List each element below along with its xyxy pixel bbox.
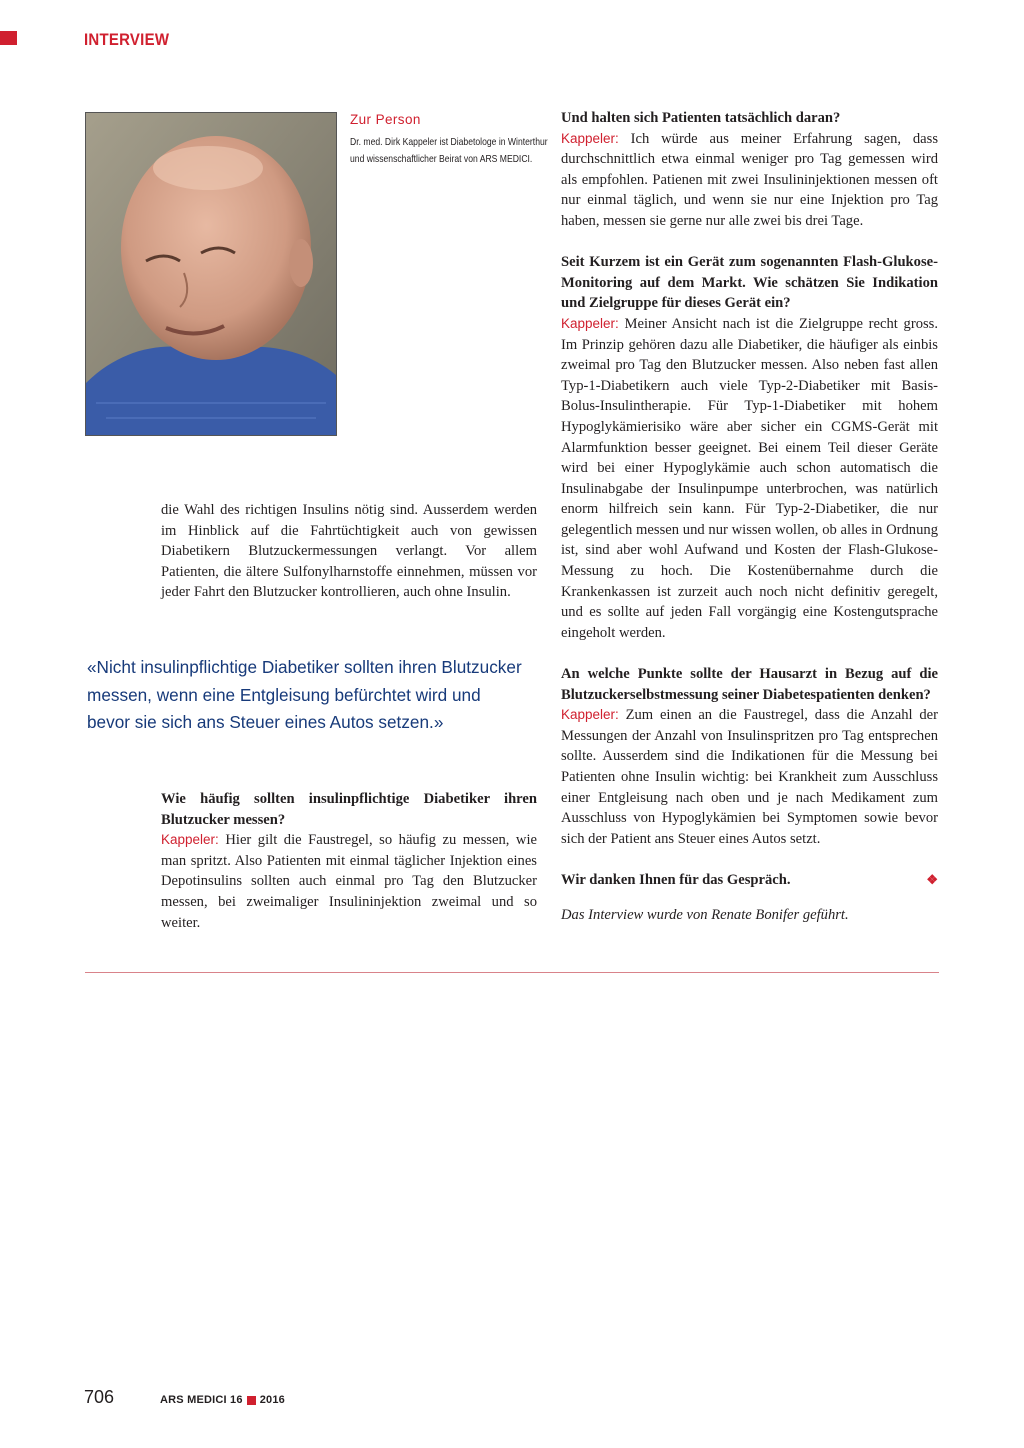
continuation-paragraph: die Wahl des richtigen Insulins nötig sind. Ausserdem werden im Hinblick auf die Fahrtüchtigkeit auch von gewissen Diabetikern Blutzuckermessungen verlangt. Vor allem Patienten, die ältere Sulfonylharnstoffe einnehmen, müssen vor jeder Fahrt den Blutzucker kontrollieren, auch ohne Insulin. [161,502,537,601]
speaker-label: Kappeler: [161,832,219,848]
end-mark-icon: ❖ [926,871,938,887]
answer-2-text: Ich würde aus meiner Erfahrung sagen, dass durchschnittlich etwa einmal weniger pro Tag gemessen wird als empfohlen. Patienen mit zwei Insulininjektionen messen oft nur einmal täglich, und wenn sie nur eine Injektion pro Tag haben, messen sie gerne nur alle zwei bis drei Tage. [561,130,938,229]
answer-3-text: Meiner Ansicht nach ist die Zielgruppe recht gross. Im Prinzip gehören dazu alle Diabetiker, die häufiger als einbis zweimal pro Tag den Blutzucker messen. Also neben fast allen Typ-1-Diabetikern auch viele Typ-2-Diabetiker mit Basis-Bolus-Insulintherapie. Für Typ-1-Diabetiker mit hohem Hypoglykämierisiko wäre aber sicher ein CGMS-Gerät mit Alarmfunktion besser geeignet. Bei einem Teil dieser Geräte wird bei einer Hypoglykämie auch schon automatisch die Insulinabgabe der Insulinpumpe unterbrochen, was natürlich enorm hilfreich sein kann. Für Typ-2-Diabetiker, die nur gelegentlich messen und nur wissen wollen, ob alles in Ordnung ist, sind aber wohl Aufwand und Kosten der Flash-Glukose-Messung zu hoch. Die Kostenübernahme durch die Krankenkassen ist zurzeit auch noch nicht definitiv geregelt, und es sollte auf jeden Fall vorgängig eine Kostengutsprache eingeholt werden. [561,315,939,641]
question-4: An welche Punkte sollte der Hausarzt in Bezug auf die Blutzuckerselbstmessung seiner Diabetespatienten denken? [561,666,938,703]
answer-1 [161,830,537,933]
section-title: INTERVIEW [84,30,170,49]
speaker-label: Kappeler: [561,315,619,331]
speaker-label: Kappeler: [561,707,619,723]
journal-name: ARS MEDICI 16 [160,1394,243,1406]
thanks-text: Wir danken Ihnen für das Gespräch. [561,871,791,888]
question-3: Seit Kurzem ist ein Gerät zum sogenannten Flash-Glukose-Monitoring auf dem Markt. Wie schätzen Sie Indikation und Zielgruppe für dieses Gerät ein? [561,254,938,312]
left-column-interview [161,789,537,933]
answer-3 [561,314,938,644]
portrait-photo [85,112,337,436]
answer-1-text: Hier gilt die Faustregel, so häufig zu messen, wie man spritzt. Also Patienten mit einmal täglicher Injektion eines Depotinsulins sollten auch einmal pro Tag den Blutzucker messen, bei zweimaliger Insulininjektion zweimal und so weiter. [161,832,538,931]
article-end-rule [85,972,939,973]
interview-credit: Das Interview wurde von Renate Bonifer geführt. [561,906,849,923]
question-1: Wie häufig sollten insulinpflichtige Diabetiker ihren Blutzucker messen? [161,791,537,828]
portrait-image [86,113,336,435]
answer-4-text: Zum einen an die Faustregel, dass die Anzahl der Messungen der Anzahl von Insulinspritzen pro Tag entsprechen sollte. Ausserdem sind die Indikationen für die Messung bei Patienten ohne Insulin wichtig: bei Krankheit zum Ausschluss einer Entgleisung nach oben und je nach Medikament zum Ausschluss von Hypoglykämien bei Symptomen sowie bevor sich der Patient ans Steuer eines Autos setzt. [561,707,938,847]
answer-2 [561,129,938,232]
left-column-continuation [161,500,537,603]
answer-4 [561,705,938,849]
journal-footer [160,1394,285,1406]
right-column [561,108,938,925]
speaker-label: Kappeler: [561,130,619,146]
footer-square-icon [247,1396,256,1405]
page-number: 706 [84,1387,115,1407]
profile-title: Zur Person [350,112,421,127]
thanks-line [561,870,938,891]
pull-quote: «Nicht insulinpflichtige Diabetiker sollten ihren Blutzucker messen, wenn eine Entgleisung befürchtet wird und bevor sie sich ans Steuer eines Autos setzen.» [87,657,522,732]
section-marker [0,31,17,45]
journal-year: 2016 [259,1394,285,1406]
profile-description: Dr. med. Dirk Kappeler ist Diabetologe in Winterthur und wissenschaftlicher Beirat von ARS MEDICI. [350,136,548,165]
question-2: Und halten sich Patienten tatsächlich daran? [561,110,841,126]
